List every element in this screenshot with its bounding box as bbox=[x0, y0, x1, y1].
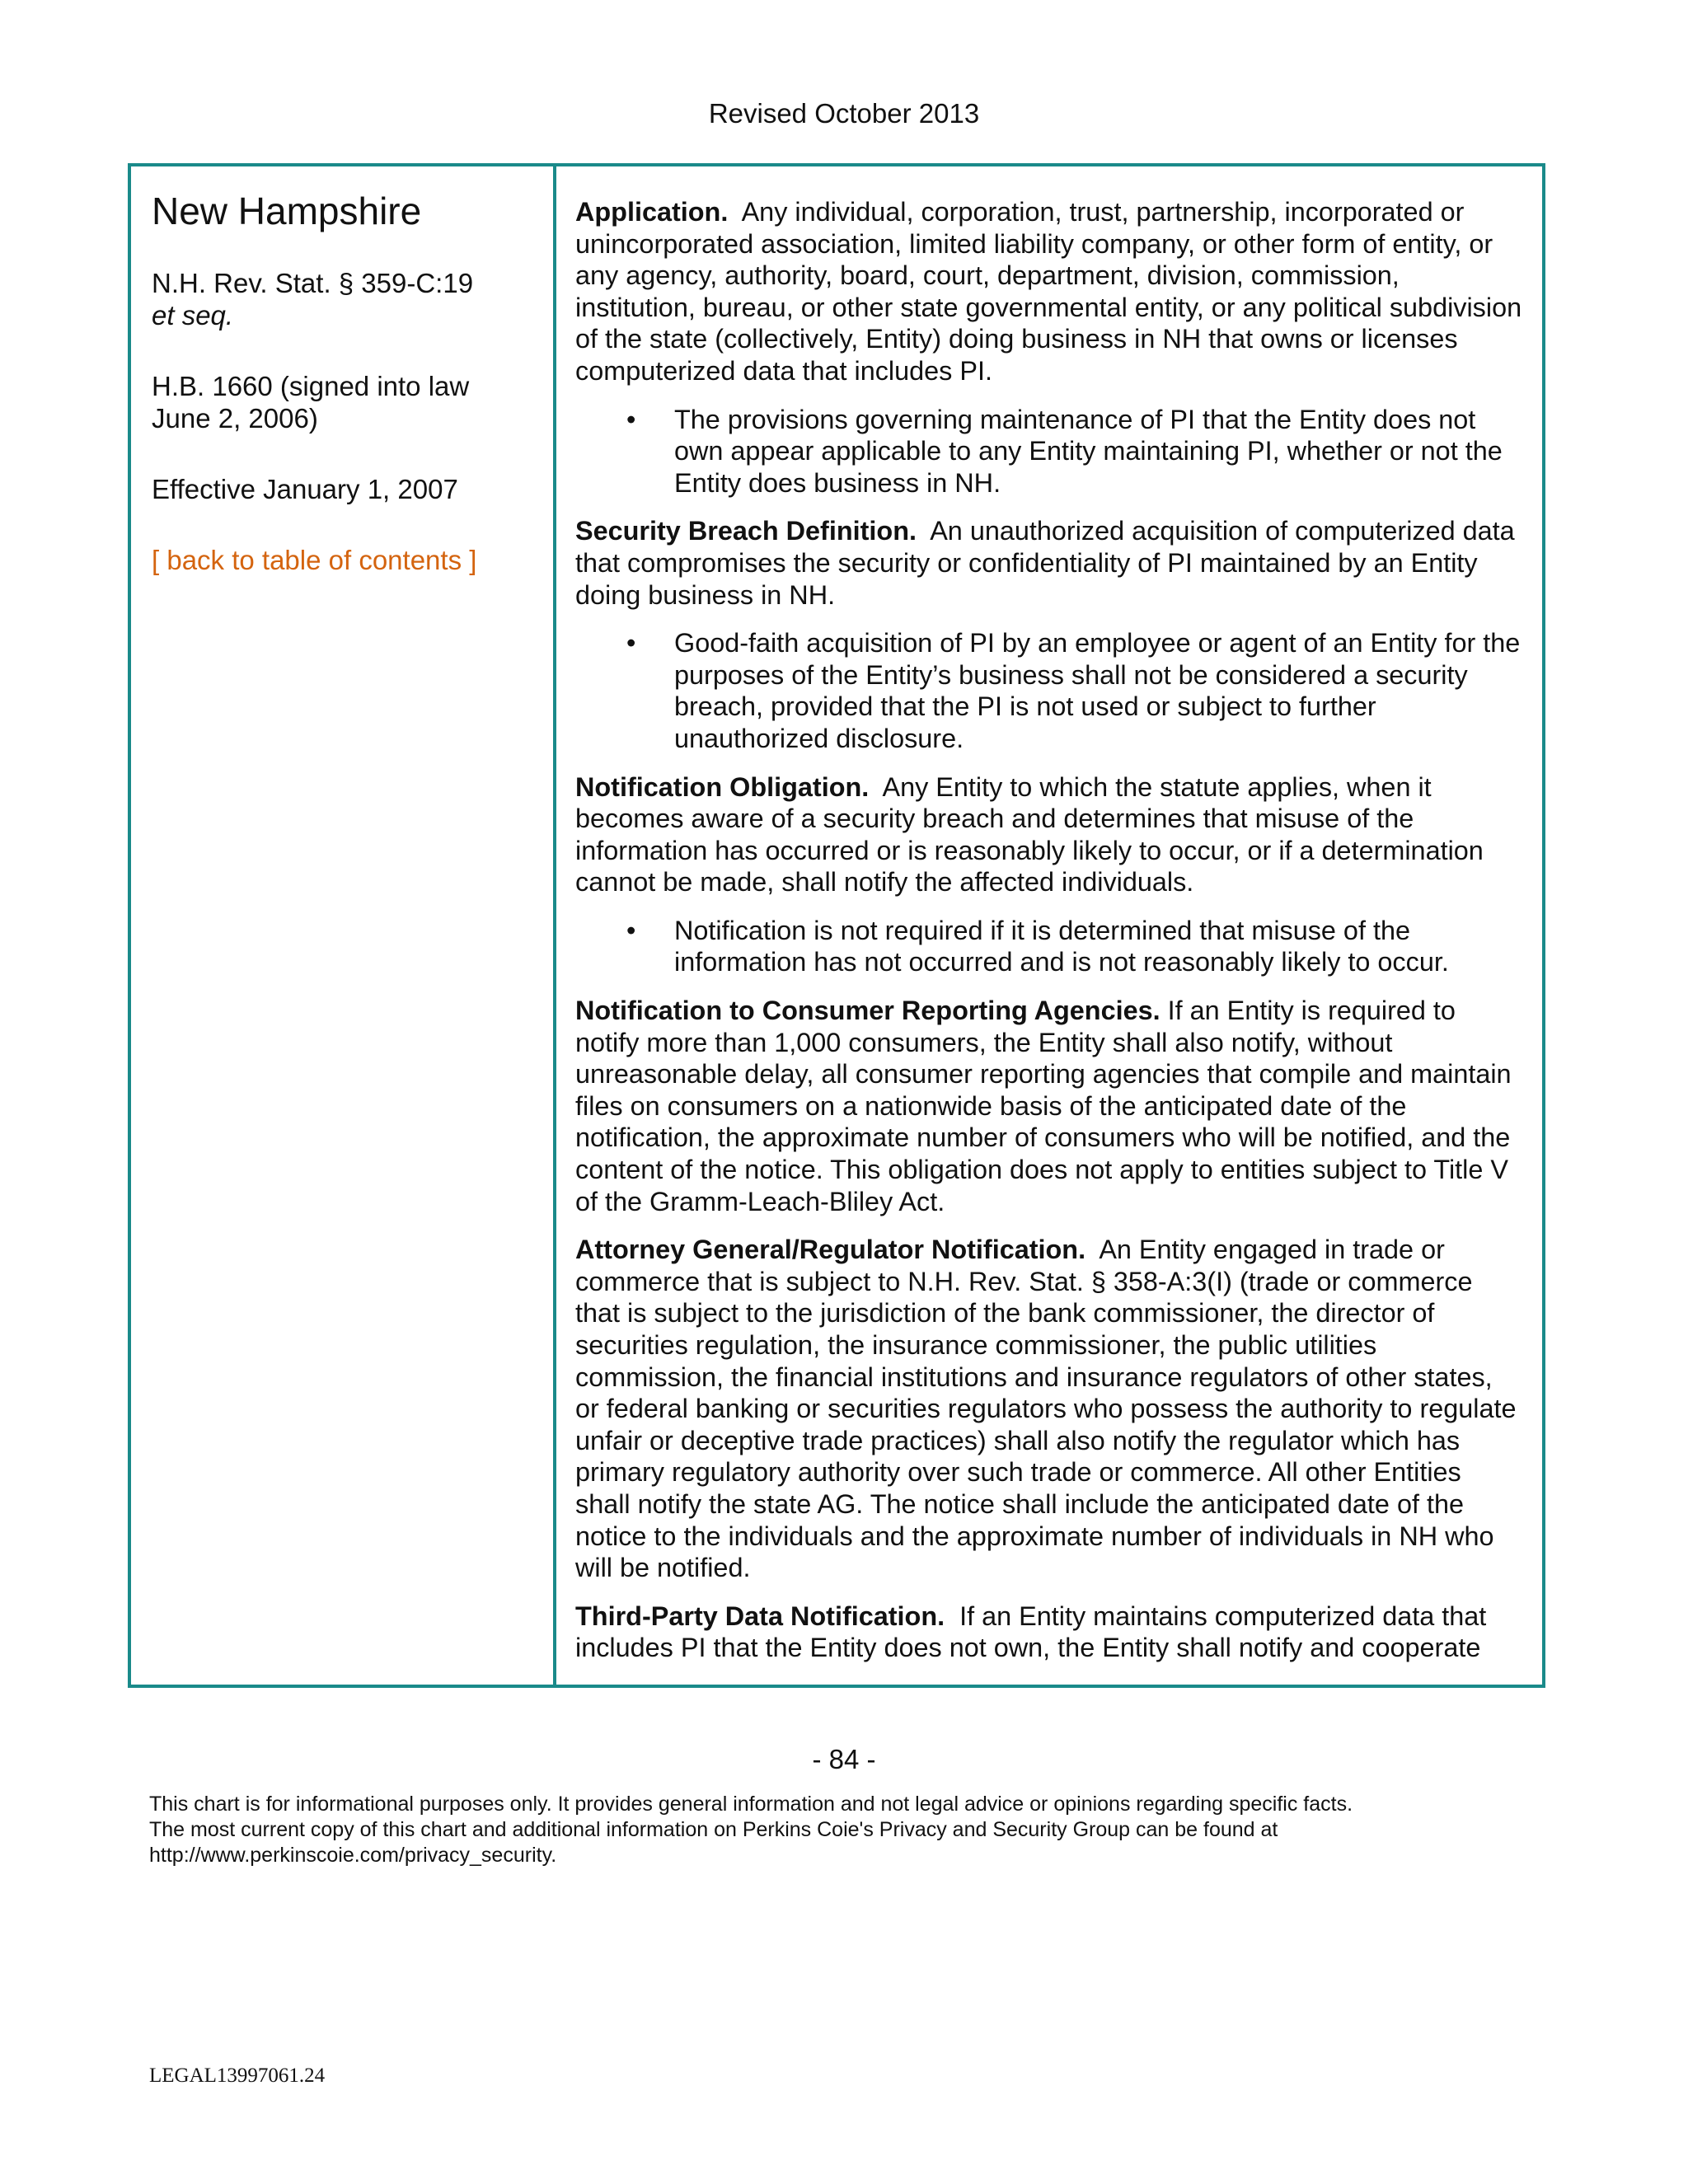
notification-paragraph bbox=[575, 771, 1522, 898]
state-chart-table bbox=[128, 163, 1545, 1688]
bullet-icon: • bbox=[626, 915, 636, 945]
third-party-paragraph bbox=[575, 1601, 1522, 1664]
page-header: Revised October 2013 bbox=[708, 98, 980, 129]
bullet-icon: • bbox=[626, 628, 636, 658]
application-text: Any individual, corporation, trust, partnership, incorporated or unincorporated association, limited liability company, or other form of entity, or any agency, authority, board, court, department, division, commission, institution, bureau, or other state governmental entity, or any political subdivision of the state (collectively, Entity) doing business in NH that owns or licenses computerized data that includes PI. bbox=[575, 197, 1522, 386]
breach-bullet bbox=[575, 627, 1522, 754]
third-party-heading: Third-Party Data Notification. bbox=[575, 1601, 945, 1631]
application-bullet-text: The provisions governing maintenance of PI that the Entity does not own appear applicable to any Entity maintaining PI, whether or not the Entity does business in NH. bbox=[674, 404, 1503, 498]
bill-citation bbox=[152, 370, 535, 434]
breach-text: An unauthorized acquisition of computerized data that compromises the security or confidentiality of PI maintained by an Entity doing business in NH. bbox=[575, 516, 1515, 610]
footer-disclaimer bbox=[149, 1792, 1600, 1868]
application-paragraph bbox=[575, 196, 1522, 387]
page-number: - 84 - bbox=[812, 1744, 876, 1774]
ag-text: An Entity engaged in trade or commerce that is subject to N.H. Rev. Stat. § 358-A:3(I) (trade or commerce that is subject to the jurisdiction of the bank commissioner, the director of securities regulation, the insurance commissioner, the public utilities commission, the financial institutions and insurance regulators of other states, or federal banking or securities regulators who possess the authority to regulate unfair or deceptive trade practices) shall also notify the regulator which has primary regulatory authority over such trade or commerce. All other Entities shall notify the state AG. The notice shall include the anticipated date of the notice to the individuals and the approximate number of individuals in NH who will be notified. bbox=[575, 1235, 1517, 1583]
state-info-column bbox=[131, 166, 556, 1685]
bullet-icon: • bbox=[626, 404, 636, 434]
cra-heading: Notification to Consumer Reporting Agencies. bbox=[575, 996, 1160, 1026]
cra-paragraph bbox=[575, 995, 1522, 1217]
disclaimer-url: http://www.perkinscoie.com/privacy_security. bbox=[149, 1844, 557, 1867]
disclaimer-line: This chart is for informational purposes only. It provides general information and not legal advice or opinions regarding specific facts. bbox=[149, 1793, 1353, 1816]
statute-citation bbox=[152, 267, 535, 331]
provisions-column bbox=[556, 166, 1542, 1685]
statute-citation-line: N.H. Rev. Stat. § 359-C:19 bbox=[152, 268, 474, 298]
statute-citation-etseq: et seq. bbox=[152, 300, 234, 330]
breach-bullet-text: Good-faith acquisition of PI by an employee or agent of an Entity for the purposes of the Entity’s business shall not be considered a security breach, provided that the PI is not used or subject to further unauthorized disclosure. bbox=[674, 628, 1521, 753]
notification-text: Any Entity to which the statute applies, when it becomes aware of a security breach and determines that misuse of the information has occurred or is reasonably likely to occur, or if a determination cannot be made, shall notify the affected individuals. bbox=[575, 771, 1484, 898]
state-name: New Hampshire bbox=[152, 190, 422, 232]
third-party-text: If an Entity maintains computerized data that includes PI that the Entity does not own, the Entity shall notify and cooperate bbox=[575, 1601, 1487, 1663]
cra-text: If an Entity is required to notify more than 1,000 consumers, the Entity shall also notify, without unreasonable delay, all consumer reporting agencies that compile and maintain files on consumers on a nationwide basis of the anticipated date of the notification, the approximate number of consumers who will be notified, and the content of the notice. This obligation does not apply to entities subject to Title V of the Gramm-Leach-Bliley Act. bbox=[575, 996, 1512, 1216]
notification-heading: Notification Obligation. bbox=[575, 771, 870, 802]
notification-bullet bbox=[575, 915, 1522, 978]
notification-bullet-text: Notification is not required if it is determined that misuse of the information has not occurred and is not reasonably likely to occur. bbox=[674, 915, 1449, 977]
back-to-toc-link[interactable]: [ back to table of contents ] bbox=[152, 545, 477, 575]
application-heading: Application. bbox=[575, 197, 729, 227]
breach-paragraph bbox=[575, 515, 1522, 611]
effective-date: Effective January 1, 2007 bbox=[152, 474, 458, 504]
bill-citation-date: June 2, 2006) bbox=[152, 403, 318, 434]
breach-heading: Security Breach Definition. bbox=[575, 516, 917, 546]
disclaimer-line: The most current copy of this chart and additional information on Perkins Coie's Privacy and Security Group can be found at bbox=[149, 1818, 1278, 1841]
bill-citation-line: H.B. 1660 (signed into law bbox=[152, 371, 470, 401]
ag-heading: Attorney General/Regulator Notification. bbox=[575, 1235, 1086, 1265]
ag-paragraph bbox=[575, 1234, 1522, 1584]
document-id: LEGAL13997061.24 bbox=[149, 2064, 326, 2087]
application-bullet bbox=[575, 404, 1522, 499]
